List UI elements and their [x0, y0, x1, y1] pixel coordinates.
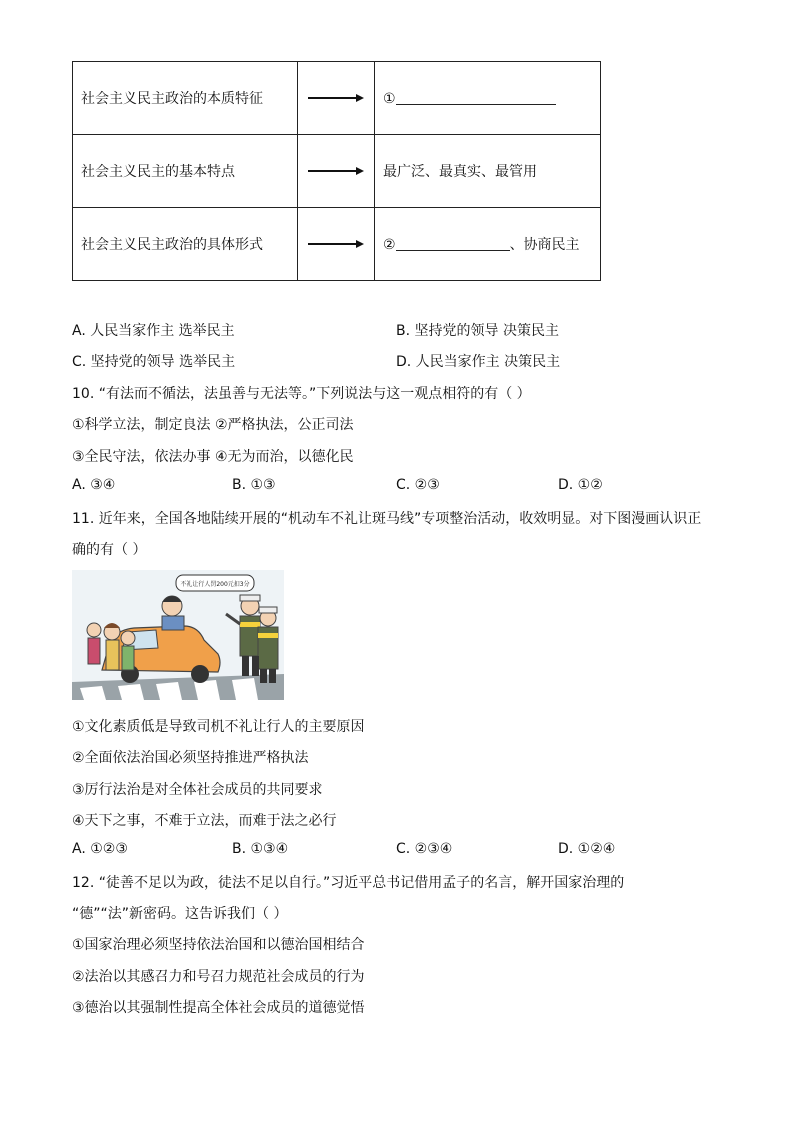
table-row — [73, 62, 601, 135]
fill-blank[interactable] — [396, 236, 510, 251]
arrow-cell — [298, 135, 375, 208]
cartoon-caption: 不礼让行人罚200元扣3分 — [180, 581, 250, 588]
q11-item: ③厉行法治是对全体社会成员的共同要求 — [72, 782, 323, 798]
table-cell-left — [73, 62, 298, 135]
row-label: 社会主义民主的基本特点 — [81, 164, 235, 180]
q11-item: ④天下之事，不难于立法，而难于法之必行 — [72, 813, 337, 829]
q10-option-d[interactable]: D. ①② — [558, 477, 603, 493]
right-arrow-icon — [308, 166, 364, 176]
traffic-cartoon-illustration — [72, 570, 284, 700]
right-arrow-icon — [308, 93, 364, 103]
q9-option-a[interactable]: A. 人民当家作主 选举民主 — [72, 323, 235, 339]
q10-option-b[interactable]: B. ①③ — [232, 477, 276, 493]
q12-item: ③德治以其强制性提高全体社会成员的道德觉悟 — [72, 1000, 365, 1016]
arrow-cell — [298, 62, 375, 135]
row-label: 社会主义民主政治的本质特征 — [81, 91, 263, 107]
q11-stem-continued: 确的有（ ） — [72, 542, 147, 558]
q10-option-a[interactable]: A. ③④ — [72, 477, 116, 493]
q10-stem: 10. “有法而不循法，法虽善与无法等。”下列说法与这一观点相符的有（ ） — [72, 386, 531, 402]
arrow-cell — [298, 208, 375, 281]
q10-item: ③全民守法，依法办事 ④无为而治，以德化民 — [72, 449, 354, 465]
q9-option-c[interactable]: C. 坚持党的领导 选举民主 — [72, 354, 236, 370]
table-cell-right: ② 、协商民主 — [375, 208, 601, 281]
table-cell-right — [375, 62, 601, 135]
blank-marker: ① — [383, 90, 396, 107]
q10-item: ①科学立法，制定良法 ②严格执法，公正司法 — [72, 417, 354, 433]
table-row — [73, 135, 601, 208]
q11-option-c[interactable]: C. ②③④ — [396, 841, 453, 857]
blank-marker: ② — [383, 237, 396, 253]
table-cell-left — [73, 208, 298, 281]
row-label: 社会主义民主政治的具体形式 — [81, 237, 263, 253]
right-arrow-icon — [308, 239, 364, 249]
q9-option-d[interactable]: D. 人民当家作主 决策民主 — [396, 354, 561, 370]
democracy-table — [72, 61, 601, 281]
q9-option-b[interactable]: B. 坚持党的领导 决策民主 — [396, 323, 559, 339]
q12-item: ①国家治理必须坚持依法治国和以德治国相结合 — [72, 937, 365, 953]
q11-item: ①文化素质低是导致司机不礼让行人的主要原因 — [72, 719, 365, 735]
q11-item: ②全面依法治国必须坚持推进严格执法 — [72, 750, 309, 766]
q12-item: ②法治以其感召力和号召力规范社会成员的行为 — [72, 969, 365, 985]
table-row — [73, 208, 601, 281]
q11-option-d[interactable]: D. ①②④ — [558, 841, 616, 857]
q11-stem: 11. 近年来，全国各地陆续开展的“机动车不礼让斑马线”专项整治活动，收效明显。对下图漫画认识正 — [72, 511, 702, 527]
q11-option-a[interactable]: A. ①②③ — [72, 841, 128, 857]
table-cell-right: 最广泛、最真实、最管用 — [375, 135, 601, 208]
q12-stem-continued: “德”“法”新密码。这告诉我们（ ） — [72, 906, 288, 922]
q10-option-c[interactable]: C. ②③ — [396, 477, 440, 493]
fill-blank[interactable] — [396, 90, 556, 105]
q12-stem: 12. “徒善不足以为政，徒法不足以自行。”习近平总书记借用孟子的名言，解开国家治理的 — [72, 875, 625, 891]
q11-option-b[interactable]: B. ①③④ — [232, 841, 289, 857]
table-cell-left — [73, 135, 298, 208]
